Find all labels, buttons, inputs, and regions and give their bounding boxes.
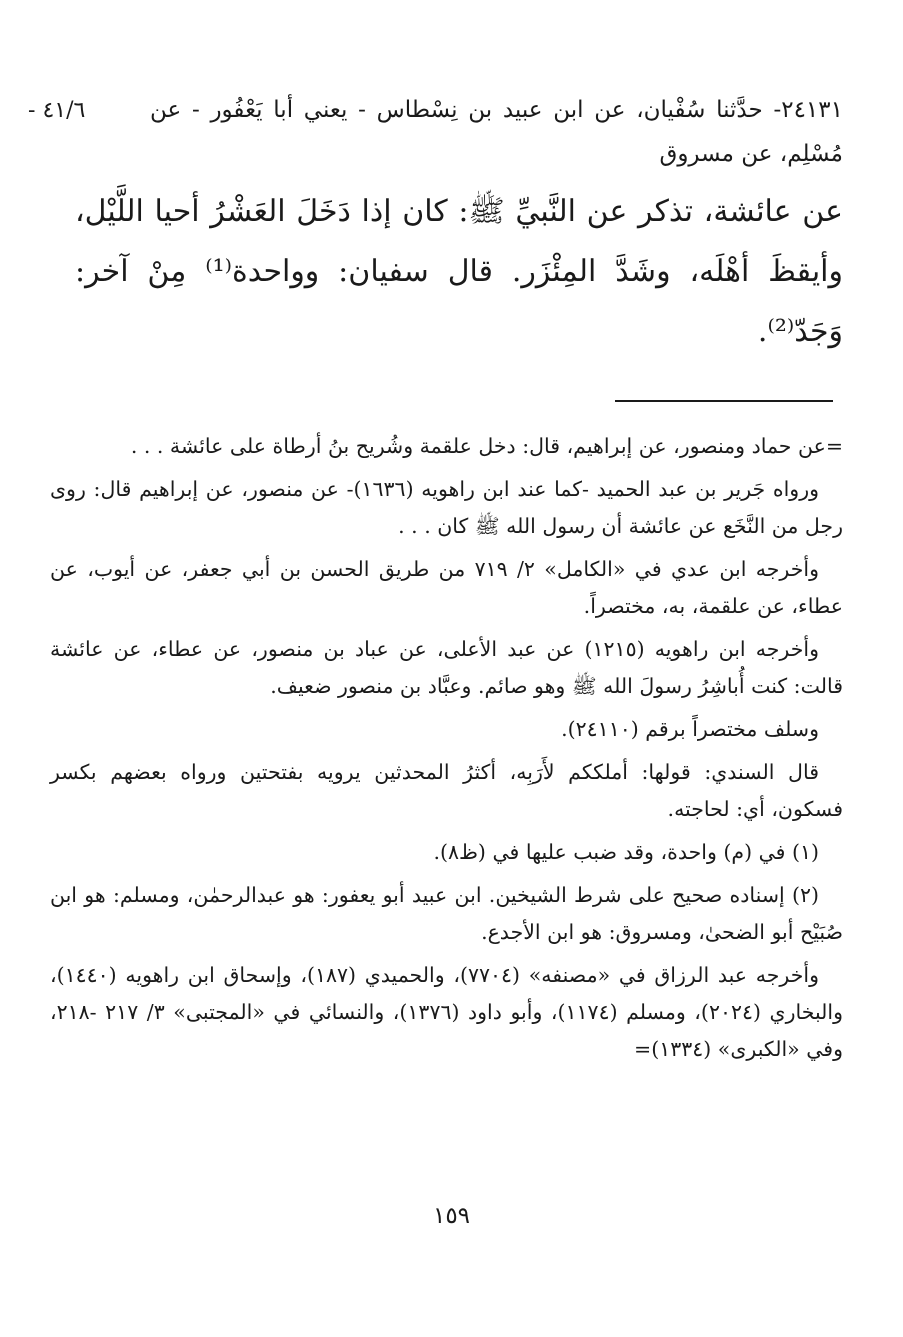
footnote-paragraph: قال السندي: قولها: أملككم لأَرَبِه، أكثرُ المحدثين يرويه بفتحتين ورواه بعضهم بكسر فسكون، أي: لحاجته. — [50, 760, 843, 821]
volume-page-ref-text: ٤١/٦ - — [28, 98, 86, 123]
footnote-2: (٢) إسناده صحيح على شرط الشيخين. ابن عبيد أبو يعفور: هو عبدالرحمٰن، ومسلم: هو ابن صُبَيْح أبو الضحىٰ، ومسروق: هو ابن الأجدع. — [50, 883, 843, 944]
footnote-paragraph: ورواه جَرير بن عبد الحميد -كما عند ابن راهويه (١٦٣٦)- عن منصور، عن إبراهيم قال: روى رجل من النَّخَع عن عائشة أن رسول الله ﷺ كان . . . — [50, 477, 843, 538]
footnote-paragraph: وأخرجه ابن عدي في «الكامل» ٢/ ٧١٩ من طريق الحسن بن أبي جعفر، عن أيوب، عن عطاء، عن علقمة، به، مختصراً. — [50, 557, 843, 618]
hadith-isnad: ٢٤١٣١- حدَّثنا سُفْيان، عن ابن عبيد بن نِسْطاس - يعني أبا يَعْفُور - عن مُسْلِم، عن مسروق — [150, 97, 843, 167]
footnotes — [50, 428, 843, 1074]
footnote-paragraph: وسلف مختصراً برقم (٢٤١١٠). — [561, 717, 819, 741]
footnote-separator — [615, 400, 833, 402]
footnote-paragraph: وأخرجه عبد الرزاق في «مصنفه» (٧٧٠٤)، والحميدي (١٨٧)، وإسحاق ابن راهويه (١٤٤٠)، والبخاري (٢٠٢٤)، ومسلم (١١٧٤)، وأبو داود (١٣٧٦)، والنسائي في «المجتبى» ٣/ ٢١٧ -٢١٨، وفي «الكبرى» (١٣٣٤)= — [50, 963, 844, 1061]
volume-page-reference — [28, 98, 138, 123]
footnote-1: (١) في (م) واحدة، وقد ضبب عليها في (ظ٨). — [433, 840, 819, 864]
footnote-paragraph: =عن حماد ومنصور، عن إبراهيم، قال: دخل علقمة وشُريح بنُ أرطاة على عائشة . . . — [130, 434, 843, 458]
hadith-matn: عن عائشة، تذكر عن النَّبيِّ ﷺ: كان إذا دَخَلَ العَشْرُ أحيا اللَّيْل، وأيقظَ أهْلَه، وشَدَّ المِئْزَر. قال سفيان: وواحدة⁽¹⁾ مِنْ آخر: وَجَدّ⁽²⁾. — [75, 194, 843, 349]
page-number: ١٥٩ — [432, 1203, 471, 1229]
footnote-paragraph: وأخرجه ابن راهويه (١٢١٥) عن عبد الأعلى، عن عباد بن منصور، عن عطاء، عن عائشة قالت: كنت أُباشِرُ رسولَ الله ﷺ وهو صائم. وعبَّاد بن منصور ضعيف. — [50, 637, 843, 698]
